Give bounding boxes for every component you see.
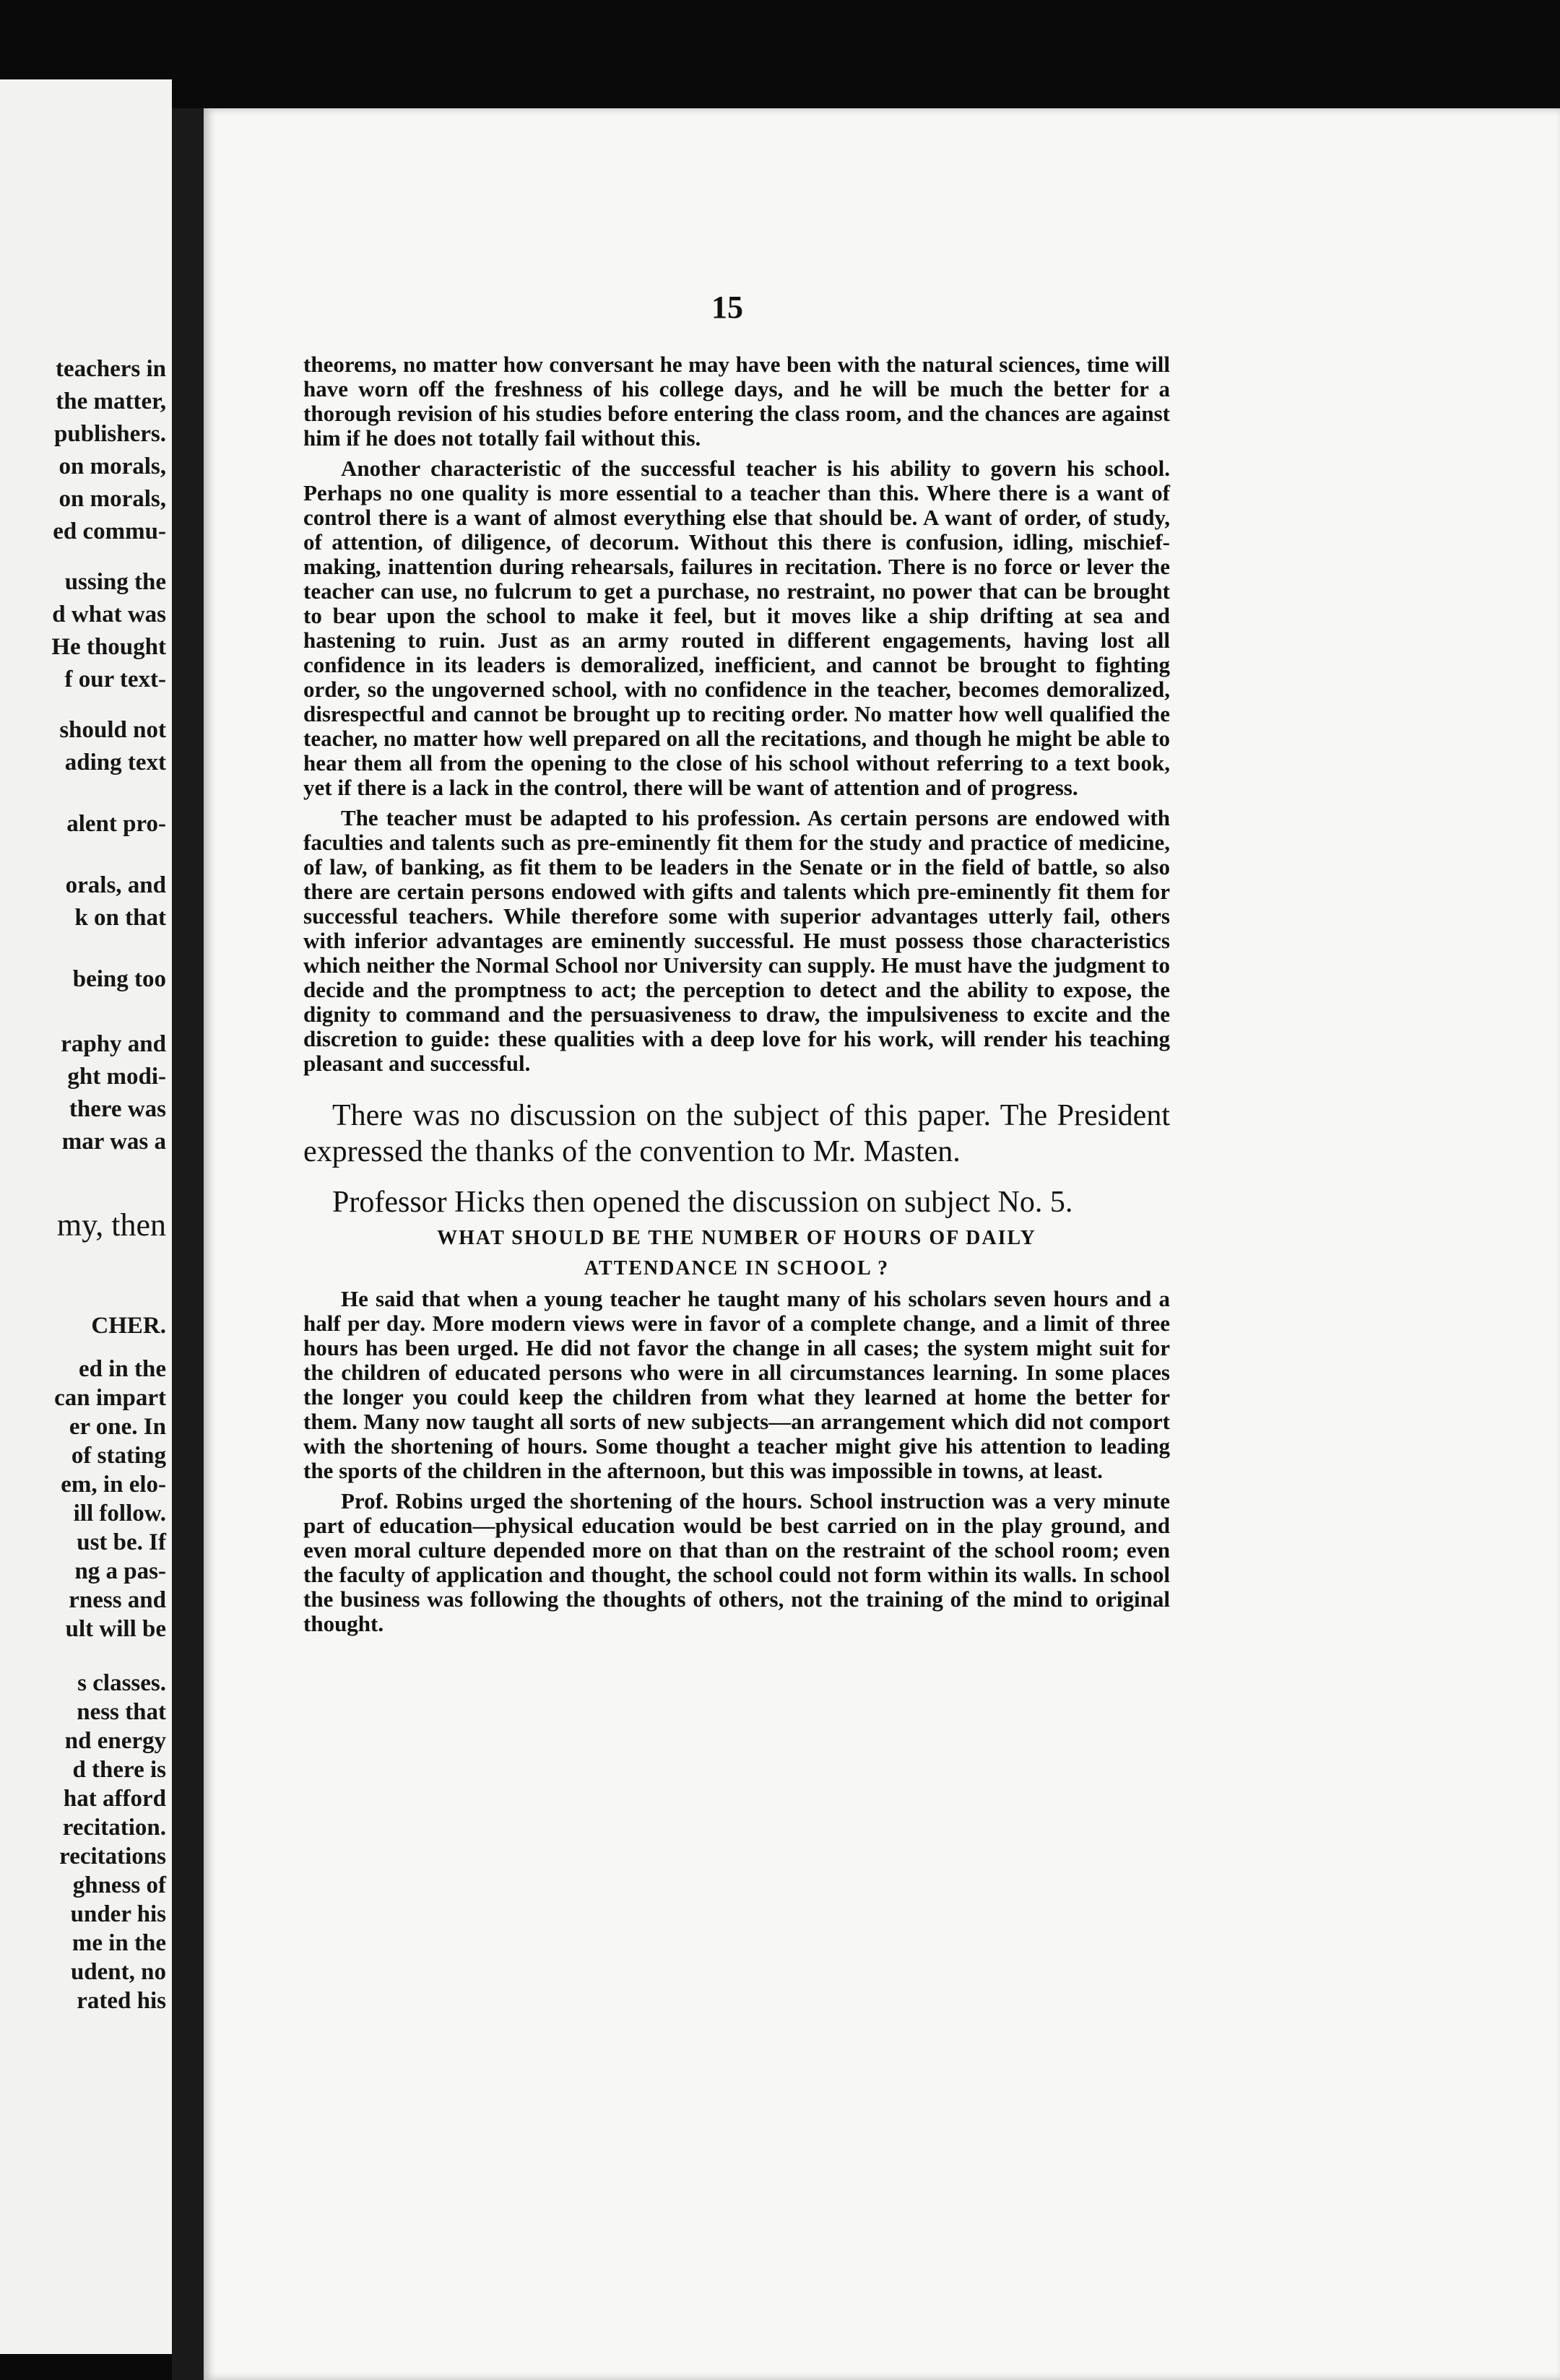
left-page-line: ght modi- bbox=[67, 1064, 166, 1090]
left-page-line: mar was a bbox=[61, 1129, 166, 1155]
left-page-line: teachers in bbox=[55, 356, 166, 382]
section-heading-line-2: ATTENDANCE IN SCHOOL ? bbox=[584, 1257, 890, 1280]
left-page-line: rated his bbox=[77, 1988, 166, 2014]
left-page-line: ill follow. bbox=[73, 1500, 166, 1526]
left-page-line: ness that bbox=[77, 1699, 166, 1725]
left-page-line: em, in elo- bbox=[61, 1472, 166, 1498]
left-page-line: ghness of bbox=[72, 1872, 166, 1898]
paragraph-theorems: theorems, no matter how conversant he may have been with the natural sciences, time will have worn off the freshness of his college days, and he will be much the better for a thorough revision of his studies before entering the class room, and the chances are against him if he does not totally fail without this. bbox=[303, 352, 1170, 451]
left-page-line: recitation. bbox=[62, 1815, 166, 1841]
left-page-line: ussing the bbox=[64, 569, 166, 595]
left-page-line: d there is bbox=[72, 1757, 166, 1783]
left-page-line: CHER. bbox=[91, 1313, 166, 1339]
paragraph-no-discussion: There was no discussion on the subject of this paper. The President expressed the thanks of the convention to Mr. Masten. bbox=[303, 1099, 1170, 1168]
paragraph-young-teacher: He said that when a young teacher he taught many of his scholars seven hours and a half per day. More modern views were in favor of a complete change, and a limit of three hours has been urged. He did not favor the change in all cases; the system might suit for the children of educated persons who were in all circumstances learning. In some places the longer you could keep the children from what they learned at home the better for them. Many now taught all sorts of new subjects—an arrangement which did not comport with the shortening of hours. Some thought a teacher might give his attention to leading the sports of the children in the afternoon, but this was impossible in towns, at least. bbox=[303, 1286, 1170, 1483]
left-page-line: k on that bbox=[74, 905, 166, 931]
left-page-line: being too bbox=[72, 966, 166, 992]
left-page-line: should not bbox=[59, 717, 166, 743]
left-page-line: nd energy bbox=[64, 1728, 166, 1754]
left-page-line: alent pro- bbox=[66, 811, 166, 837]
left-page-line: can impart bbox=[54, 1385, 166, 1411]
left-page-line: on morals, bbox=[58, 486, 166, 512]
left-page-line: raphy and bbox=[61, 1031, 166, 1057]
page-body bbox=[303, 352, 1170, 1642]
left-page-line: of stating bbox=[71, 1443, 166, 1469]
left-page-line: udent, no bbox=[70, 1959, 166, 1985]
left-page-line: on morals, bbox=[58, 453, 166, 479]
left-page-line: under his bbox=[70, 1901, 166, 1927]
left-page-line: ading text bbox=[64, 750, 166, 776]
book-gutter bbox=[172, 108, 204, 2380]
left-page-line: f our text- bbox=[64, 666, 166, 692]
left-page-line: ed in the bbox=[78, 1356, 166, 1382]
paragraph-adapted-profession: The teacher must be adapted to his profession. As certain persons are endowed with faculties and talents such as pre-eminently fit them for the study and practice of medicine, of law, of banking, as fit them to be leaders in the Senate or in the field of battle, so also there are certain persons endowed with gifts and talents which pre-eminently fit them for successful teachers. While therefore some with superior advantages utterly fail, others with inferior advantages are eminently successful. He must possess those characteristics which neither the Normal School nor University can supply. He must have the judgment to decide and the promptness to act; the perception to detect and the ability to expose, the dignity to command and the persuasiveness to draw, the impulsiveness to excite and the discretion to guide: these qualities with a deep love for his work, will render his teaching pleasant and successful. bbox=[303, 805, 1170, 1076]
left-page-fragment bbox=[0, 79, 172, 2354]
left-page-line: ed commu- bbox=[53, 518, 166, 544]
left-page-line: me in the bbox=[72, 1930, 166, 1956]
section-heading-line-1: WHAT SHOULD BE THE NUMBER OF HOURS OF DAILY bbox=[437, 1227, 1036, 1249]
paragraph-professor-hicks: Professor Hicks then opened the discussion on subject No. 5. bbox=[332, 1186, 1073, 1219]
left-page-line: the matter, bbox=[56, 388, 166, 414]
left-page-line: ust be. If bbox=[77, 1529, 166, 1555]
left-page-line: there was bbox=[69, 1096, 166, 1122]
paragraph-prof-robins: Prof. Robins urged the shortening of the hours. School instruction was a very minute part of education—physical education would be best carried on in the play ground, and even moral culture depended more on that than on the restraint of the school room; even the faculty of application and thought, the school could not form within its walls. In school the business was following the thoughts of others, not the training of the mind to original thought. bbox=[303, 1488, 1170, 1636]
left-page-line: s classes. bbox=[77, 1670, 166, 1696]
left-page-line: ult will be bbox=[65, 1616, 166, 1642]
left-page-line: er one. In bbox=[69, 1414, 166, 1440]
left-page-line: d what was bbox=[52, 601, 166, 627]
left-page-line: publishers. bbox=[54, 421, 166, 447]
paragraph-govern-school: Another characteristic of the successful teacher is his ability to govern his school. Perhaps no one quality is more essential to a teacher than this. Where there is a want of control there is a want of almost everything else that should be. A want of order, of study, of attention, of diligence, of decorum. Without this there is confusion, idling, mischief-making, inattention during rehearsals, failures in recitation. There is no force or lever the teacher can use, no fulcrum to get a purchase, no restraint, no power that can be brought to bear upon the school to make it feel, but it moves like a ship drifting at sea and hastening to ruin. Just as an army routed in different engagements, having lost all confidence in its leaders is demoralized, inefficient, and cannot be brought to fighting order, so the ungoverned school, with no confidence in the teacher, becomes demoralized, disrespectful and cannot be brought up to reciting order. No matter how well qualified the teacher, no matter how well prepared on all the recitations, and though he might be able to hear them all from the opening to the close of his school without referring to a text book, yet if there is a lack in the control, there will be want of attention and of progress. bbox=[303, 456, 1170, 800]
left-page-line: hat afford bbox=[63, 1786, 166, 1812]
left-page-line: orals, and bbox=[65, 872, 166, 898]
page-number: 15 bbox=[711, 290, 743, 325]
left-page-line: He thought bbox=[51, 634, 166, 660]
left-page-line: my, then bbox=[56, 1207, 166, 1243]
left-page-line: rness and bbox=[69, 1587, 166, 1613]
left-page-line: ng a pas- bbox=[74, 1558, 166, 1584]
left-page-line: recitations bbox=[59, 1843, 166, 1869]
